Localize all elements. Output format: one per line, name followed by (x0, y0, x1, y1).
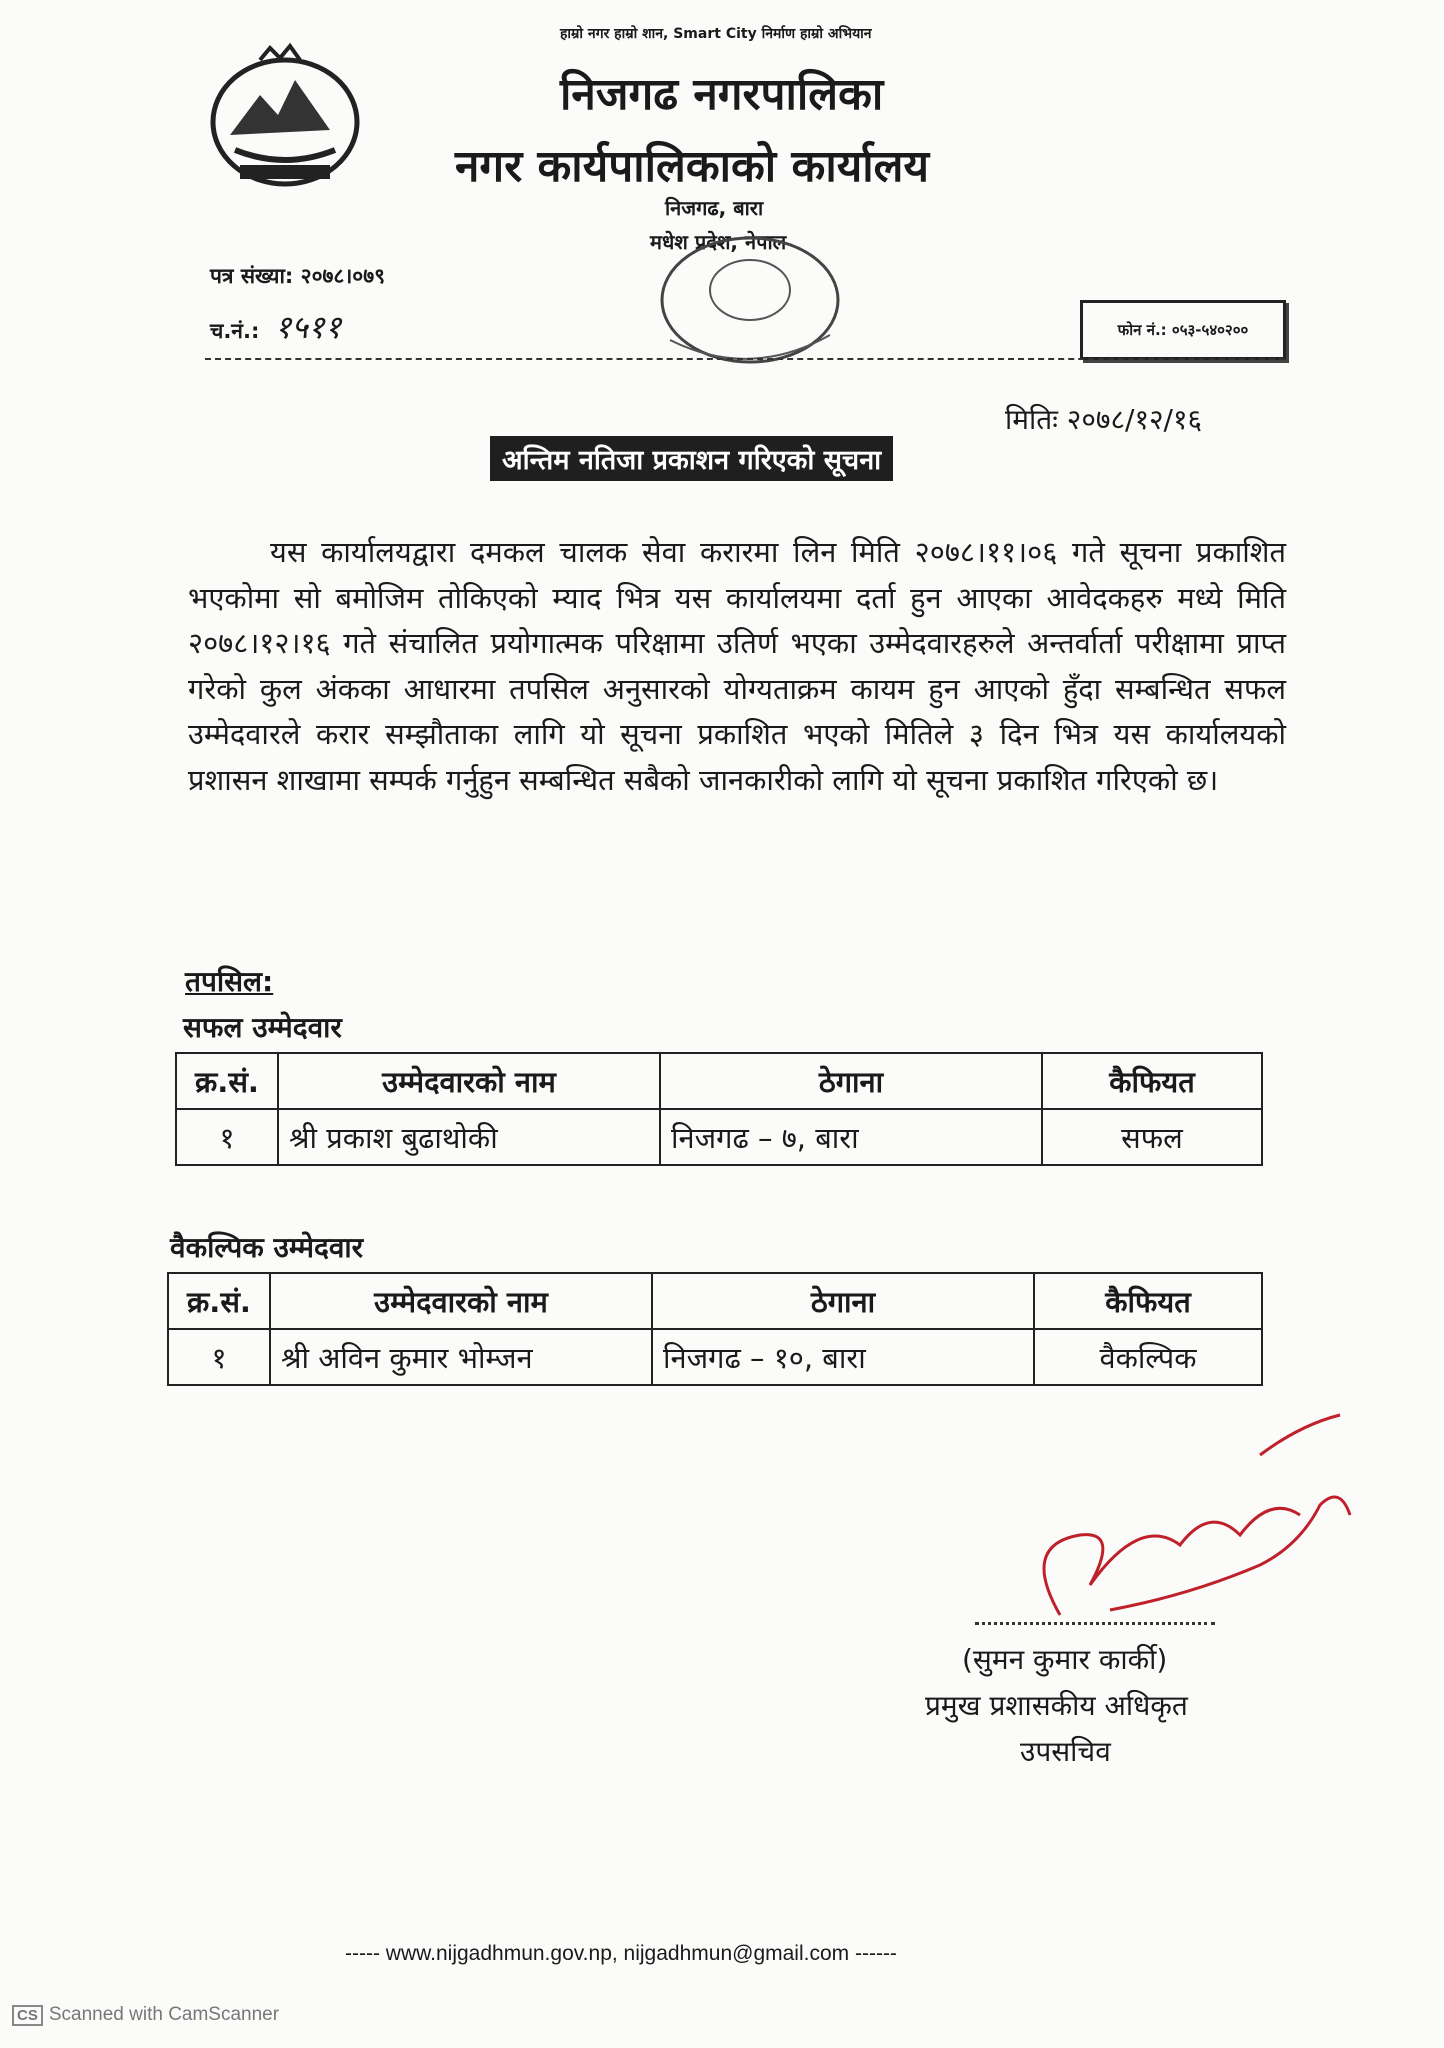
address-line-2: मधेश प्रदेश, नेपाल (650, 230, 787, 254)
col-address: ठेगाना (652, 1273, 1034, 1329)
row-name: श्री अविन कुमार भोम्जन (270, 1329, 652, 1385)
row-address: निजगढ – १०, बारा (652, 1329, 1034, 1385)
row-remark: सफल (1042, 1109, 1262, 1165)
signature-line (975, 1622, 1215, 1625)
successful-heading: सफल उम्मेदवार (183, 1011, 342, 1044)
table-row (176, 1109, 1262, 1165)
office-name: निजगढ नगरपालिका (560, 69, 884, 120)
dispatch-number (210, 305, 341, 348)
header-divider (205, 358, 1285, 360)
row-address: निजगढ – ७, बारा (660, 1109, 1042, 1165)
col-sn: क्र.सं. (168, 1273, 270, 1329)
office-subtitle: नगर कार्यपालिकाको कार्यालय (455, 141, 929, 192)
slogan: हाम्रो नगर हाम्रो शान, Smart City निर्माण हाम्रो अभियान (560, 26, 872, 42)
row-name: श्री प्रकाश बुढाथोकी (278, 1109, 660, 1165)
signatory-title: प्रमुख प्रशासकीय अधिकृत (925, 1689, 1188, 1722)
camscanner-logo-icon: CS (12, 2005, 43, 2026)
address-line-1: निजगढ, बारा (665, 196, 764, 220)
dispatch-number-value: १५११ (274, 308, 342, 346)
footer-contact: ----- www.nijgadhmun.gov.np, nijgadhmun@gmail.com ------ (345, 1942, 897, 1965)
letter-number-value: २०७८।०७९ (300, 264, 386, 288)
col-address: ठेगाना (660, 1053, 1042, 1109)
notice-body: यस कार्यालयद्वारा दमकल चालक सेवा करारमा लिन मिति २०७८।११।०६ गते सूचना प्रकाशित भएकोमा सो बमोजिम तोकिएको म्याद भित्र यस कार्यालयमा दर्ता हुन आएका आवेदकहरु मध्ये मिति २०७८।१२।१६ गते संचालित प्रयोगात्मक परिक्षामा उतिर्ण भएका उम्मेदवारहरुले अन्तर्वार्ता परीक्षामा प्राप्त गरेको कुल अंकका आधारमा तपसिल अनुसारको योग्यताक्रम कायम हुन आएको हुँदा सम्बन्धित सफल उम्मेदवारले करार सम्झौताका लागि यो सूचना प्रकाशित भएको मितिले ३ दिन भित्र यस कार्यालयको प्रशासन शाखामा सम्पर्क गर्नुहुन सम्बन्धित सबैको जानकारीको लागि यो सूचना प्रकाशित गरिएको छ। (188, 535, 1286, 797)
scanner-watermark (12, 2004, 279, 2026)
phone-box: फोन नं.: ०५३-५४०२०० (1080, 300, 1286, 360)
letter-number (210, 262, 385, 290)
row-sn: १ (176, 1109, 278, 1165)
row-sn: १ (168, 1329, 270, 1385)
official-seal (630, 190, 870, 380)
col-remark: कैफियत (1034, 1273, 1262, 1329)
signatory-name: (सुमन कुमार कार्की) (962, 1643, 1168, 1676)
table-header-row (168, 1273, 1262, 1329)
successful-table (175, 1052, 1263, 1166)
dispatch-number-label: च.नं.: (210, 319, 260, 343)
signatory-rank: उपसचिव (1020, 1735, 1111, 1768)
col-remark: कैफियत (1042, 1053, 1262, 1109)
col-name: उम्मेदवारको नाम (278, 1053, 660, 1109)
notice-title: अन्तिम नतिजा प्रकाशन गरिएको सूचना (490, 436, 893, 481)
col-sn: क्र.सं. (176, 1053, 278, 1109)
row-remark: वैकल्पिक (1034, 1329, 1262, 1385)
table-header-row (176, 1053, 1262, 1109)
table-row (168, 1329, 1262, 1385)
nepal-emblem-icon (200, 40, 370, 200)
letter-number-label: पत्र संख्या: (210, 264, 294, 288)
alternate-table (167, 1272, 1263, 1386)
alternate-heading: वैकल्पिक उम्मेदवार (170, 1231, 364, 1264)
handwritten-signature-icon (960, 1395, 1380, 1655)
col-name: उम्मेदवारको नाम (270, 1273, 652, 1329)
scanner-text: Scanned with CamScanner (48, 2004, 280, 2025)
schedule-label: तपसिल: (185, 965, 274, 998)
letter-date: मितिः २०७८/१२/१६ (1005, 403, 1203, 436)
